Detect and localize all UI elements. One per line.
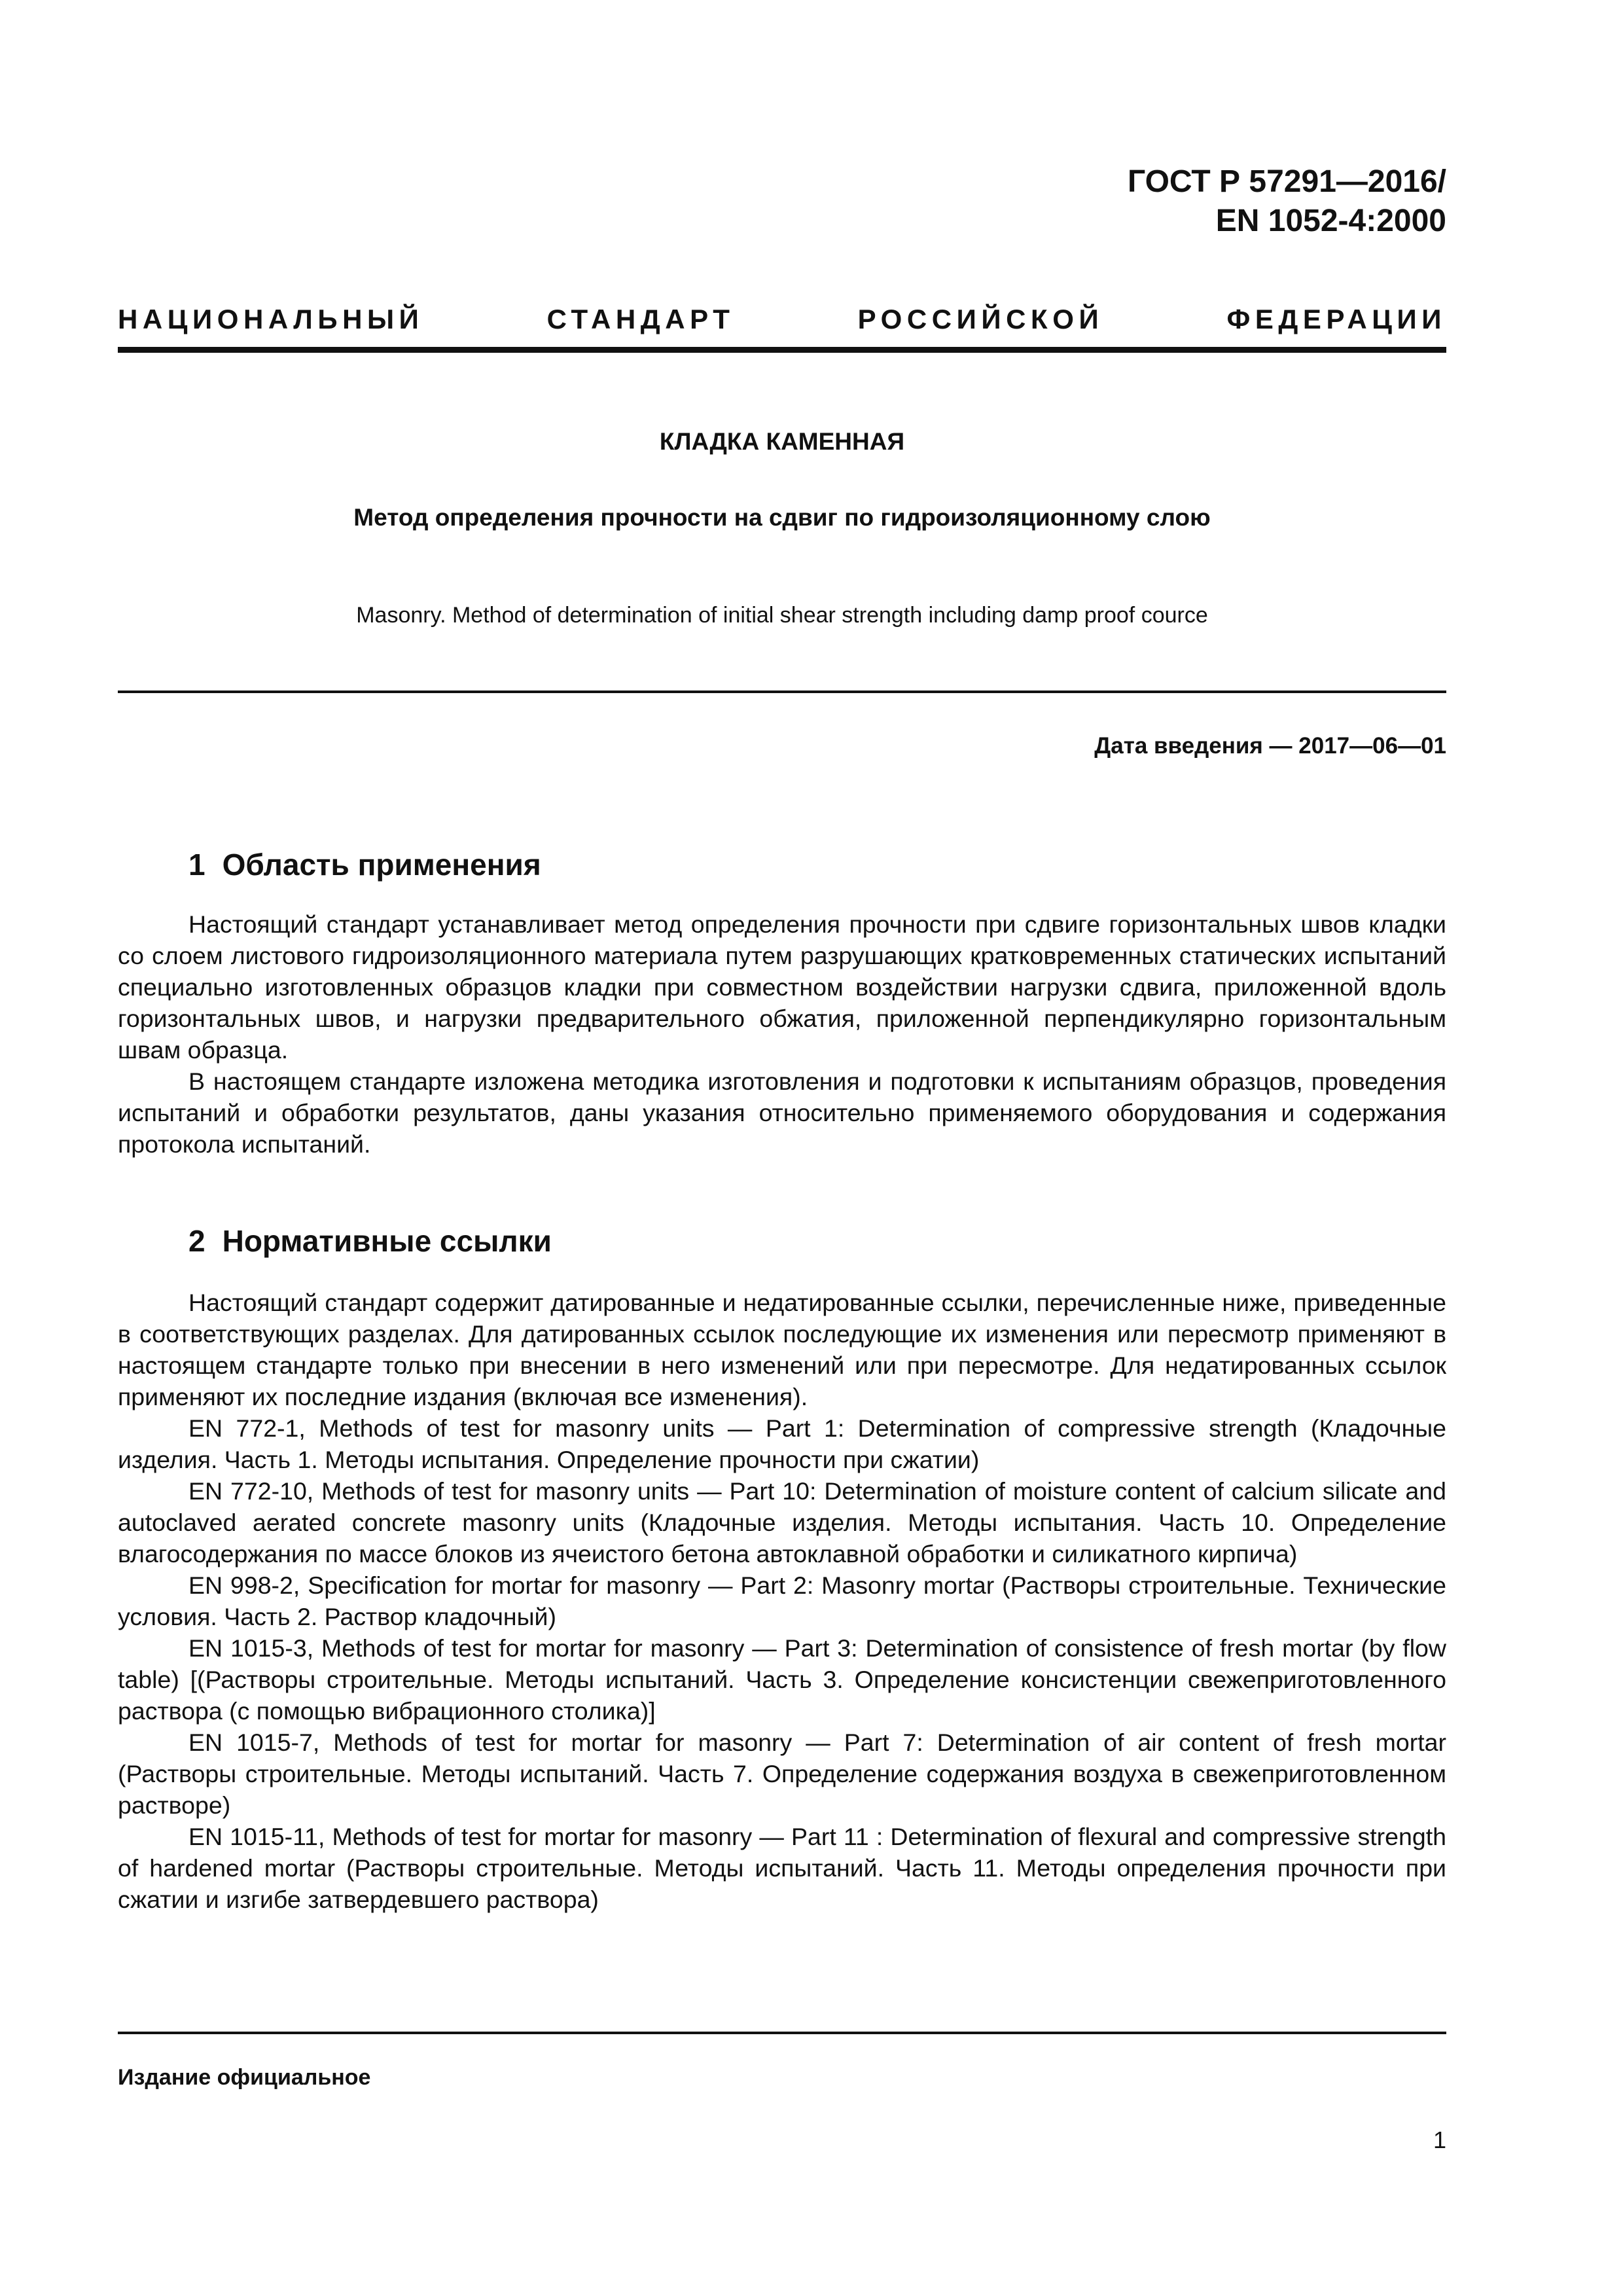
federation-heading: НАЦИОНАЛЬНЫЙ СТАНДАРТ РОССИЙСКОЙ ФЕДЕРАЦИИ	[118, 304, 1446, 334]
reference-en-998-2: EN 998-2, Specification for mortar for masonry — Part 2: Masonry mortar (Растворы строительные. Технические условия. Часть 2. Раствор кладочный)	[118, 1571, 1446, 1630]
reference-en-1015-11: EN 1015-11, Methods of test for mortar for masonry — Part 11 : Determination of flexural and compressive strength of hardened mortar (Растворы строительные. Методы испытаний. Часть 11. Методы определения прочности при сжатии и изгибе затвердевшего раствора)	[118, 1823, 1446, 1913]
designation-line-2: EN 1052-4:2000	[1215, 204, 1446, 238]
section-1-paragraph-2: В настоящем стандарте изложена методика изготовления и подготовки к испытаниям образцов, проведения испытаний и обработки результатов, даны указания относительно применяемого оборудования и содержания протокола испытаний.	[118, 1067, 1446, 1158]
section-2-heading	[188, 1223, 552, 1259]
document-title: КЛАДКА КАМЕННАЯ	[659, 428, 905, 455]
reference-en-772-10: EN 772-10, Methods of test for masonry units — Part 10: Determination of moisture content of calcium silicate and autoclaved aerated concrete masonry units (Кладочные изделия. Методы испытания. Часть 10. Определение влагосодержания по массе блоков из ячеистого бетона автоклавной обработки и силикатного кирпича)	[118, 1477, 1446, 1568]
footer-rule	[118, 2032, 1446, 2034]
designation-line-1: ГОСТ Р 57291—2016/	[1128, 164, 1446, 199]
section-2-number: 2	[188, 1224, 205, 1258]
introduction-date: Дата введения — 2017—06—01	[1094, 733, 1446, 759]
reference-en-1015-7: EN 1015-7, Methods of test for mortar for masonry — Part 7: Determination of air content of fresh mortar (Растворы строительные. Методы испытаний. Часть 7. Определение содержания воздуха в свежеприготовленном растворе)	[118, 1729, 1446, 1819]
section-1-paragraph-1: Настоящий стандарт устанавливает метод определения прочности при сдвиге горизонтальных швов кладки со слоем листового гидроизоляционного материала путем разрушающих кратковременных статических испытаний специально изготовленных образцов кладки при совместном воздействии нагрузки сдвига, приложенной вдоль горизонтальных швов, и нагрузки предварительного обжатия, приложенной перпендикулярно горизонтальным швам образца.	[118, 910, 1446, 1064]
reference-en-772-1: EN 772-1, Methods of test for masonry units — Part 1: Determination of compressive strength (Кладочные изделия. Часть 1. Методы испытания. Определение прочности при сжатии)	[118, 1414, 1446, 1473]
document-subtitle: Метод определения прочности на сдвиг по гидроизоляционному слою	[353, 504, 1211, 531]
document-title-english: Masonry. Method of determination of initial shear strength including damp proof cource	[356, 603, 1208, 628]
page-number: 1	[1433, 2126, 1446, 2153]
section-1-heading	[188, 846, 541, 883]
official-edition-label: Издание официальное	[118, 2065, 371, 2090]
section-2-paragraph-intro: Настоящий стандарт содержит датированные и недатированные ссылки, перечисленные ниже, приведенные в соответствующих разделах. Для датированных ссылок последующие их изменения или пересмотр применяют в настоящем стандарте только при внесении в него изменений или при пересмотре. Для недатированных ссылок применяют их последние издания (включая все изменения).	[118, 1289, 1446, 1410]
title-rule	[118, 691, 1446, 693]
section-2-body	[118, 1287, 1446, 1915]
header-rule	[118, 347, 1446, 353]
section-1-number: 1	[188, 848, 205, 882]
standard-designation	[1128, 162, 1446, 241]
reference-en-1015-3: EN 1015-3, Methods of test for mortar for masonry — Part 3: Determination of consistence of fresh mortar (by flow table) [(Растворы строительные. Методы испытаний. Часть 3. Определение консистенции свежеприготовленного раствора (с помощью вибрационного столика)]	[118, 1634, 1446, 1725]
section-2-title: Нормативные ссылки	[222, 1224, 552, 1258]
section-1-body	[118, 908, 1446, 1160]
section-1-title: Область применения	[222, 848, 541, 882]
document-page	[118, 0, 1446, 2296]
